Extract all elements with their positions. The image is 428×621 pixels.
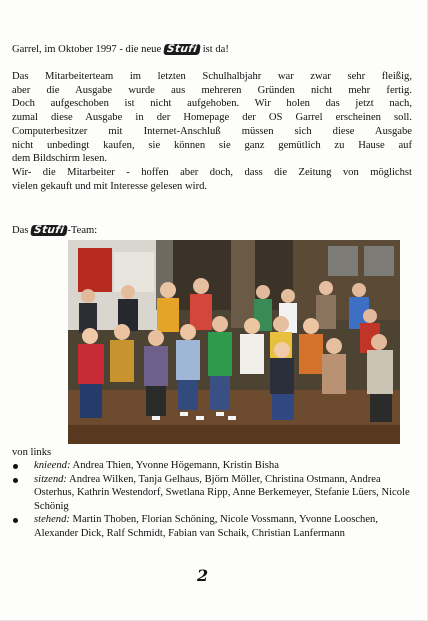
- list-item: [12, 473, 412, 514]
- headline-suffix: ist da!: [202, 44, 229, 55]
- paragraph-line: aber die Ausgabe wurde aus mehreren Gründen nicht mehr fertig.: [12, 84, 412, 96]
- headline: [12, 44, 229, 55]
- paragraph-line: vielen gekauft und mit Interesse gelesen wird.: [12, 180, 208, 192]
- names-text: Andrea Thien, Yvonne Högemann, Kristin Bisha: [72, 460, 279, 471]
- headline-prefix: Garrel, im Oktober 1997 - die neue: [12, 44, 162, 55]
- caption-list: [12, 459, 412, 541]
- names-text: Andrea Wilken, Tanja Gelhaus, Björn Möller, Christina Ostmann, Andrea Osterhus, Kathrin Westendorf, Swetlana Ripp, Anne Berkemeyer, Stefanie Lüers, Nicole Schönig: [34, 473, 410, 512]
- team-heading-suffix: -Team:: [67, 225, 98, 236]
- paragraph-line: Doch aufgeschoben ist nicht aufgehoben. Wir holen das jetzt nach,: [12, 98, 412, 110]
- paragraph-line: Computerbesitzer mit Internet-Anschluß müssen sich diese Ausgabe: [12, 125, 412, 137]
- paragraph-line: dem Bildschirm lesen.: [12, 153, 108, 165]
- paragraph-line: zumal diese Ausgabe in der Homepage der OS Garrel erscheinen soll.: [12, 112, 412, 124]
- position-label: sitzend:: [34, 473, 67, 485]
- team-group-photo: [68, 240, 400, 444]
- team-heading-prefix: Das: [12, 225, 29, 236]
- list-item: [12, 459, 412, 473]
- position-label: knieend:: [34, 460, 71, 471]
- names-text: Martin Thoben, Florian Schöning, Nicole Vossmann, Yvonne Looschen, Alexander Dick, Ralf Schmidt, Fabian van Schaik, Christian Lanfermann: [34, 514, 378, 539]
- list-item: [12, 513, 412, 540]
- stufi-logo: Stufi: [30, 225, 68, 236]
- stufi-logo: Stufi: [163, 44, 201, 55]
- caption-intro: von links: [12, 447, 52, 458]
- intro-paragraph: [12, 70, 412, 193]
- paragraph-line: Wir- die Mitarbeiter - hoffen aber doch, dass die Zeitung von möglichst: [12, 166, 412, 178]
- paragraph-line: Das Mitarbeiterteam im letzten Schulhalbjahr war zwar sehr fleißig,: [12, 71, 412, 82]
- position-label: stehend:: [34, 514, 70, 526]
- paragraph-line: nicht unbedingt kaufen, sie können sie ganz gemütlich zu Hause auf: [12, 139, 412, 151]
- team-heading: [12, 225, 97, 236]
- page-number: 2: [197, 566, 209, 585]
